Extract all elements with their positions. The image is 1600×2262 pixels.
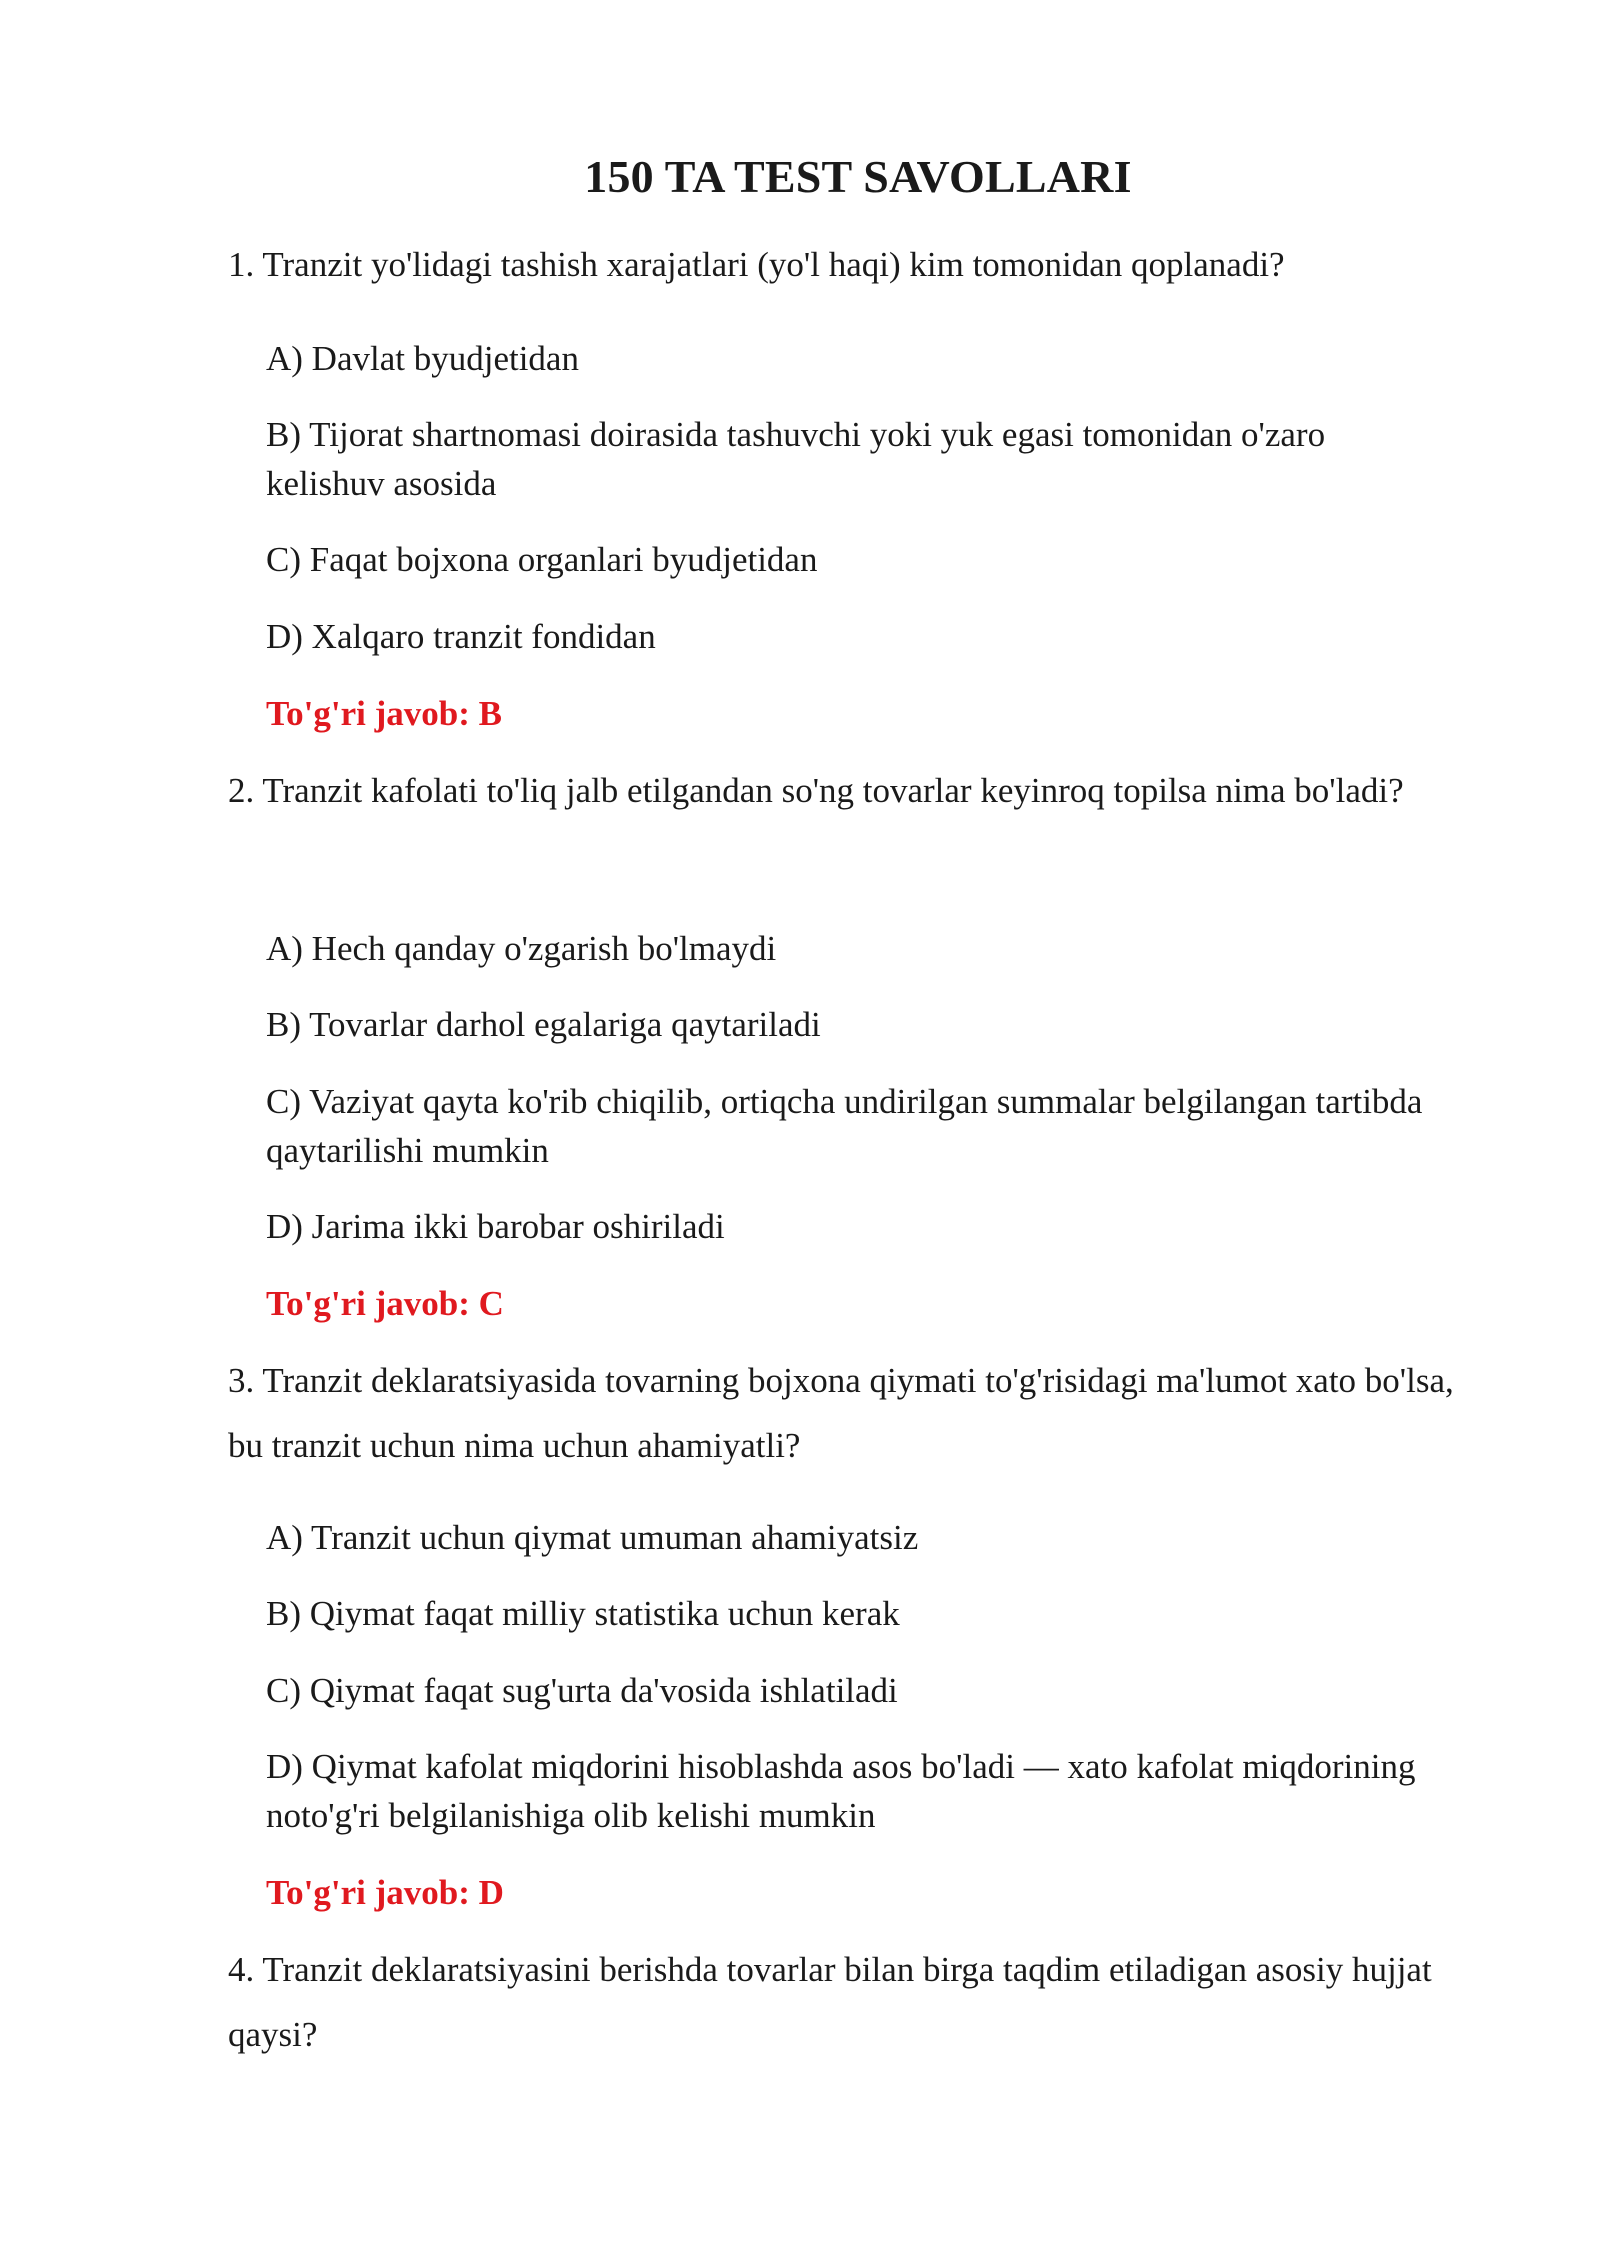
- question-2-option-c: C) Vaziyat qayta ko'rib chiqilib, ortiqcha undirilgan summalar belgilangan tartibda qaytarilishi mumkin: [266, 1082, 1423, 1170]
- question-1-option-b: B) Tijorat shartnomasi doirasida tashuvchi yoki yuk egasi tomonidan o'zaro kelishuv asosida: [266, 415, 1326, 503]
- question-3-option-d: D) Qiymat kafolat miqdorini hisoblashda asos bo'ladi — xato kafolat miqdorining noto'g'ri belgilanishiga olib kelishi mumkin: [266, 1747, 1416, 1835]
- page-title: 150 TA TEST SAVOLLARI: [584, 151, 1132, 202]
- question-2-answer: To'g'ri javob: C: [266, 1284, 504, 1323]
- question-2: 2. Tranzit kafolati to'liq jalb etilgandan so'ng tovarlar keyinroq topilsa nima bo'ladi?: [228, 771, 1404, 810]
- question-3-option-b: B) Qiymat faqat milliy statistika uchun kerak: [266, 1594, 900, 1633]
- question-3-option-c: C) Qiymat faqat sug'urta da'vosida ishlatiladi: [266, 1671, 898, 1710]
- question-1-option-c: C) Faqat bojxona organlari byudjetidan: [266, 540, 818, 579]
- question-2-option-a: A) Hech qanday o'zgarish bo'lmaydi: [266, 929, 777, 968]
- question-2-option-d: D) Jarima ikki barobar oshiriladi: [266, 1207, 725, 1246]
- question-4: 4. Tranzit deklaratsiyasini berishda tovarlar bilan birga taqdim etiladigan asosiy hujjat qaysi?: [228, 1950, 1432, 2054]
- question-1-answer: To'g'ri javob: B: [266, 694, 502, 733]
- question-3-option-a: A) Tranzit uchun qiymat umuman ahamiyatsiz: [266, 1518, 919, 1557]
- question-1-option-a: A) Davlat byudjetidan: [266, 339, 579, 378]
- question-3: 3. Tranzit deklaratsiyasida tovarning bojxona qiymati to'g'risidagi ma'lumot xato bo'lsa, bu tranzit uchun nima uchun ahamiyatli?: [228, 1361, 1454, 1465]
- question-1: 1. Tranzit yo'lidagi tashish xarajatlari (yo'l haqi) kim tomonidan qoplanadi?: [228, 245, 1285, 284]
- question-3-answer: To'g'ri javob: D: [266, 1873, 504, 1912]
- question-1-option-d: D) Xalqaro tranzit fondidan: [266, 617, 656, 656]
- question-2-option-b: B) Tovarlar darhol egalariga qaytariladi: [266, 1005, 821, 1044]
